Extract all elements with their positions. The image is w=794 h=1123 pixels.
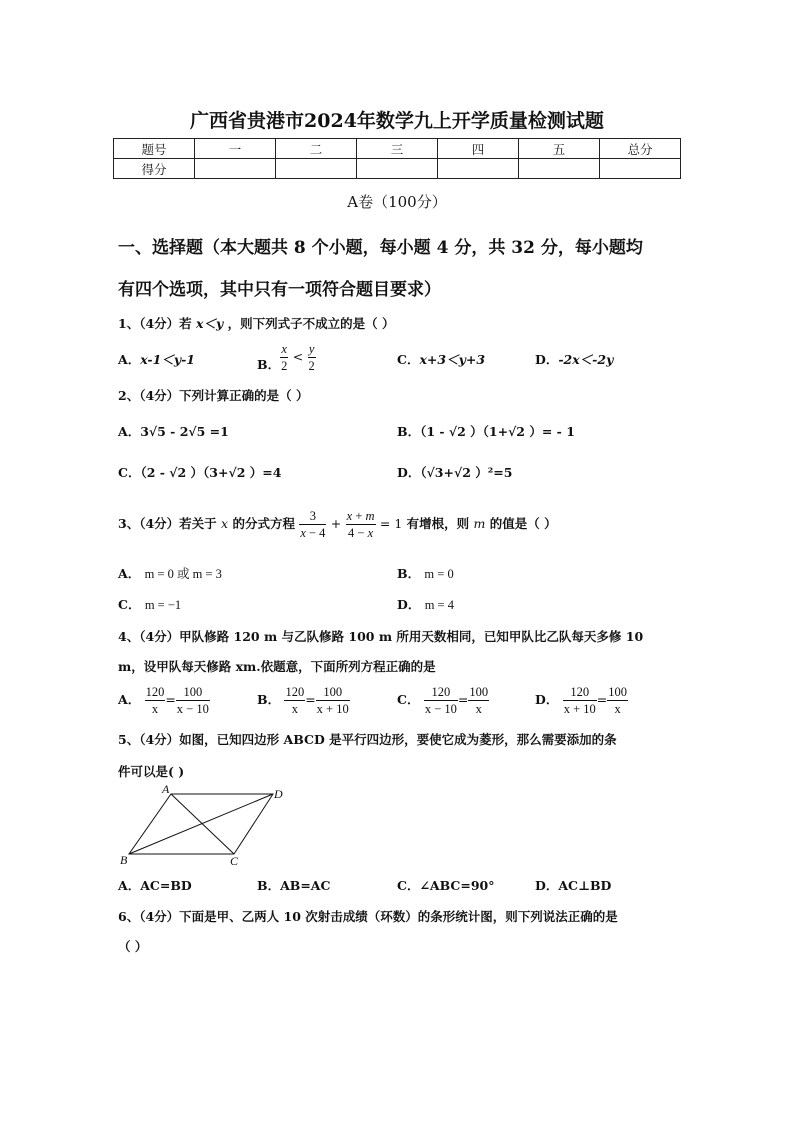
diagonal-ac [171,794,234,854]
parallelogram-figure [116,782,296,868]
question-4-line1: 4、（4分）甲队修路 120 m 与乙队修路 100 m 所用天数相同，已知甲队比乙队每天多修 10 [118,629,644,644]
vertex-label-d: D [274,787,283,801]
vertex-label-c: C [230,854,239,868]
question-5-line1: 5、（4分）如图，已知四边形 ABCD 是平行四边形，要使它成为菱形，那么需要添加的条 [118,732,617,747]
score-cell[interactable] [438,159,519,179]
q3-option-c[interactable]: C． m = −1 [118,597,182,612]
q3-fraction-2: $\frac{x + m}{4 - x}$ [346,509,375,540]
score-table-score-row [114,159,681,179]
question-6-line2: （ ） [118,939,148,954]
score-row-label: 得分 [114,159,195,179]
question-2-stem: 2、（4分）下列计算正确的是（ ） [118,388,309,403]
score-cell[interactable] [519,159,600,179]
score-table [113,138,681,179]
q3-stem-head: 3、（4分）若关于 [118,516,217,531]
q1-option-c-text: x+3＜y+3 [419,352,486,367]
section-heading-line1: 一、选择题（本大题共 8 个小题，每小题 4 分，共 32 分，每小题均 [118,238,643,258]
q2-option-b[interactable]: B．（1 - √2 ）（1+√2 ）= - 1 [397,424,575,439]
q1-option-d-text: -2x＜-2y [558,352,614,367]
q1-option-c[interactable]: C．x+3＜y+3 [397,352,486,367]
q3-stem-mid: 的分式方程 [232,516,295,531]
q5-option-d[interactable]: D．AC⊥BD [535,878,612,893]
q5-option-a[interactable]: A．AC=BD [118,878,192,893]
q3-option-a[interactable]: A． m = 0 或 m = 3 [118,566,222,581]
q2-option-d[interactable]: D．（√3+√2 ）²=5 [397,465,513,480]
score-header-cell: 题号 [114,139,195,159]
q3-stem-tail: 有增根，则 [406,516,470,531]
page-title: 广西省贵港市2024年数学九上开学质量检测试题 [190,110,604,132]
score-header-cell: 二 [276,139,357,159]
q1-option-a[interactable]: A．x-1＜y-1 [118,352,195,367]
q4-option-d[interactable]: D． $\frac{120}{x + 10}$ = $\frac{100}{x}$ [535,685,627,716]
q1-stem-tail: ，则下列式子不成立的是（ ） [227,316,395,331]
q1-option-b[interactable]: B． $\frac{x}{2}$ < $\frac{y}{2}$ [257,342,315,373]
q3-stem-end: 的值是（ ） [489,516,557,531]
question-4-line2: m，设甲队每天修路 xm.依题意，下面所列方程正确的是 [118,659,436,674]
question-5-line2: 件可以是( ) [118,764,185,779]
volume-label: A卷（100分） [347,193,447,211]
q3-option-b[interactable]: B． m = 0 [397,566,454,581]
q4-option-a[interactable]: A． $\frac{120}{x}$ = $\frac{100}{x - 10}$ [118,685,209,716]
vertex-label-a: A [162,782,170,796]
q1-option-a-text: x-1＜y-1 [140,352,195,367]
score-table-header-row [114,139,681,159]
score-cell[interactable] [195,159,276,179]
q1-condition: x＜y [196,316,224,331]
q5-option-c[interactable]: C．∠ABC=90° [397,878,495,893]
q2-option-c[interactable]: C．（2 - √2 ）（3+√2 ）=4 [118,465,282,480]
q4-option-b[interactable]: B． $\frac{120}{x}$ = $\frac{100}{x + 10}$ [257,685,349,716]
score-cell[interactable] [276,159,357,179]
score-header-cell: 四 [438,139,519,159]
score-header-cell: 三 [357,139,438,159]
q1-number: 1、（4分）若 [118,316,192,331]
section-heading-line2: 有四个选项，其中只有一项符合题目要求） [118,280,441,300]
q2-option-a[interactable]: A．3√5 - 2√5 =1 [118,424,229,439]
q5-option-b[interactable]: B．AB=AC [257,878,331,893]
question-3-stem: 3、（4分）若关于 x 的分式方程 $\frac{3}{x - 4}$ + $\frac{x + m}{4 - x}$ = 1 有增根，则 m 的值是（ ） [118,509,557,540]
score-header-cell: 一 [195,139,276,159]
score-cell[interactable] [600,159,681,179]
q4-option-c[interactable]: C． $\frac{120}{x - 10}$ = $\frac{100}{x}$ [397,685,489,716]
vertex-label-b: B [120,853,128,867]
q3-option-d[interactable]: D． m = 4 [397,597,454,612]
q3-fraction-1: $\frac{3}{x - 4}$ [300,509,326,540]
q1-option-d[interactable]: D．-2x＜-2y [535,352,614,367]
score-header-cell: 五 [519,139,600,159]
score-header-cell: 总分 [600,139,681,159]
score-cell[interactable] [357,159,438,179]
question-6-line1: 6、（4分）下面是甲、乙两人 10 次射击成绩（环数）的条形统计图，则下列说法正确的是 [118,909,618,924]
question-1-stem [118,314,394,332]
